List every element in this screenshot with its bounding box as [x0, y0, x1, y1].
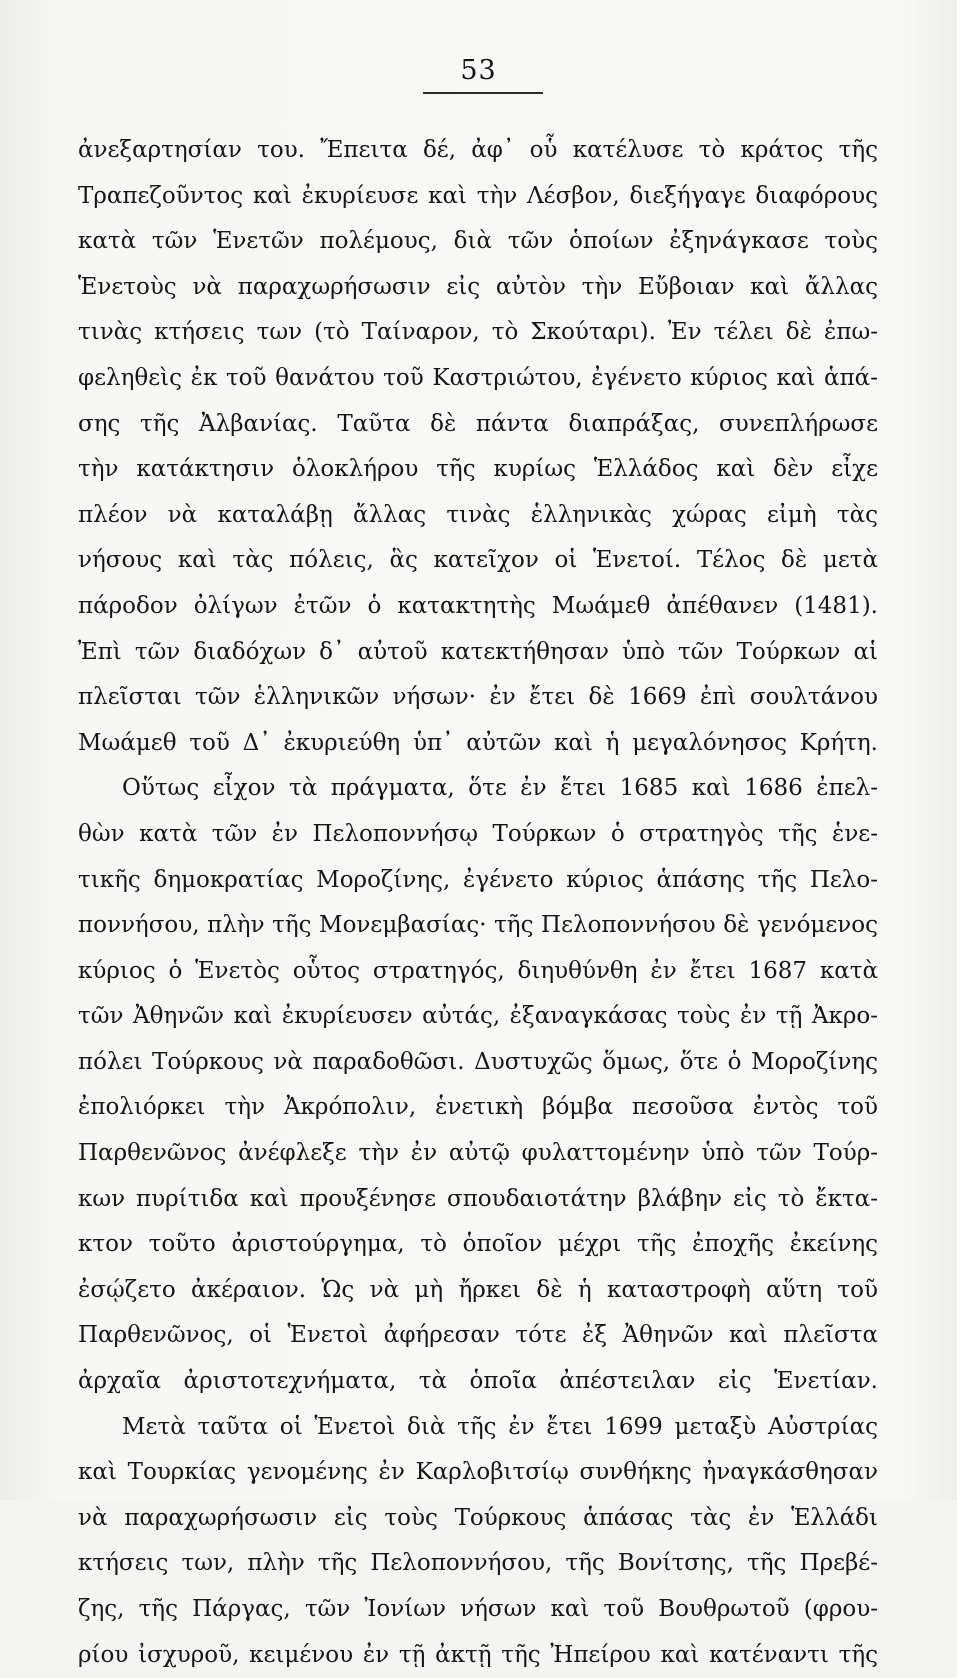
text-line: τινὰς κτήσεις των (τὸ Ταίναρον, τὸ Σκούταρι). Ἐν τέλει δὲ ἐπω-	[78, 319, 878, 346]
text-line: Τραπεζοῦντος καὶ ἐκυρίευσε καὶ τὴν Λέσβον, διεξήγαγε διαφόρους	[78, 182, 878, 209]
text-line: πλεῖσται τῶν ἑλληνικῶν νήσων· ἐν ἔτει δὲ 1669 ἐπὶ σουλτάνου	[78, 684, 878, 711]
text-line: Οὕτως εἶχον τὰ πράγματα, ὅτε ἐν ἔτει 1685 καὶ 1686 ἐπελ-	[122, 775, 878, 802]
text-line: κτον τοῦτο ἀριστούργημα, τὸ ὁποῖον μέχρι τῆς ἐποχῆς ἐκείνης	[78, 1231, 878, 1258]
text-line: κύριος ὁ Ἑνετὸς οὗτος στρατηγός, διηυθύνθη ἐν ἔτει 1687 κατὰ	[78, 957, 878, 984]
text-line: Μωάμεθ τοῦ Δ᾽ ἐκυριεύθη ὑπ᾽ αὐτῶν καὶ ἡ μεγαλόνησος Κρήτη.	[78, 729, 878, 756]
text-line: πόλει Τούρκους νὰ παραδοθῶσι. Δυστυχῶς ὅμως, ὅτε ὁ Μοροζίνης	[78, 1048, 878, 1075]
body-text	[78, 128, 878, 1678]
text-line: πλέον νὰ καταλάβῃ ἄλλας τινὰς ἑλληνικὰς χώρας εἰμὴ τὰς	[78, 501, 878, 528]
text-line: κων πυρίτιδα καὶ προυξένησε σπουδαιοτάτην βλάβην εἰς τὸ ἔκτα-	[78, 1185, 878, 1212]
text-line: θὼν κατὰ τῶν ἐν Πελοποννήσῳ Τούρκων ὁ στρατηγὸς τῆς ἑνε-	[78, 820, 878, 847]
page-number: 53	[460, 55, 497, 86]
text-line: Ἑνετοὺς νὰ παραχωρήσωσιν εἰς αὐτὸν τὴν Εὔβοιαν καὶ ἄλλας	[78, 273, 878, 300]
text-line: ζης, τῆς Πάργας, τῶν Ἰονίων νήσων καὶ τοῦ Βουθρωτοῦ (φρου-	[78, 1596, 878, 1622]
text-line: τικῆς δημοκρατίας Μοροζίνης, ἐγένετο κύριος ἁπάσης τῆς Πελο-	[78, 866, 878, 893]
text-line: τὴν κατάκτησιν ὁλοκλήρου τῆς κυρίως Ἑλλάδος καὶ δὲν εἶχε	[78, 456, 878, 483]
text-line: ἀρχαῖα ἀριστοτεχνήματα, τὰ ὁποῖα ἀπέστειλαν εἰς Ἑνετίαν.	[78, 1368, 878, 1395]
text-line: κατὰ τῶν Ἑνετῶν πολέμους, διὰ τῶν ὁποίων ἐξηνάγκασε τοὺς	[78, 228, 878, 255]
text-line: Μετὰ ταῦτα οἱ Ἑνετοὶ διὰ τῆς ἐν ἔτει 1699 μεταξὺ Αὐστρίας	[122, 1413, 878, 1440]
text-line: ἐπολιόρκει τὴν Ἀκρόπολιν, ἑνετικὴ βόμβα πεσοῦσα ἐντὸς τοῦ	[78, 1094, 878, 1121]
text-line: ἀνεξαρτησίαν του. Ἔπειτα δέ, ἀφ᾽ οὗ κατέλυσε τὸ κράτος τῆς	[78, 137, 878, 163]
text-line: Ἐπὶ τῶν διαδόχων δ᾽ αὐτοῦ κατεκτήθησαν ὑπὸ τῶν Τούρκων αἱ	[78, 638, 878, 665]
text-line: Παρθενῶνος ἀνέφλεξε τὴν ἐν αὐτῷ φυλαττομένην ὑπὸ τῶν Τούρ-	[78, 1140, 878, 1167]
text-line: Παρθενῶνος, οἱ Ἑνετοὶ ἀφήρεσαν τότε ἐξ Ἀθηνῶν καὶ πλεῖστα	[78, 1322, 878, 1349]
text-line: φεληθεὶς ἐκ τοῦ θανάτου τοῦ Καστριώτου, ἐγένετο κύριος καὶ ἁπά-	[78, 364, 878, 391]
text-line: νήσους καὶ τὰς πόλεις, ἃς κατεῖχον οἱ Ἑνετοί. Τέλος δὲ μετὰ	[78, 547, 878, 574]
text-line: τῶν Ἀθηνῶν καὶ ἐκυρίευσεν αὐτάς, ἐξαναγκάσας τοὺς ἐν τῇ Ἀκρο-	[78, 1003, 878, 1030]
text-line: ρίου ἰσχυροῦ, κειμένου ἐν τῇ ἀκτῇ τῆς Ἠπείρου καὶ κατέναντι τῆς	[78, 1641, 878, 1668]
text-line: σης τῆς Ἀλβανίας. Ταῦτα δὲ πάντα διαπράξας, συνεπλήρωσε	[78, 410, 878, 437]
text-line: πάροδον ὀλίγων ἐτῶν ὁ κατακτητὴς Μωάμεθ ἀπέθανεν (1481).	[78, 592, 878, 619]
header-rule	[423, 92, 543, 94]
text-line: κτήσεις των, πλὴν τῆς Πελοποννήσου, τῆς Βονίτσης, τῆς Πρεβέ-	[78, 1550, 878, 1577]
text-line: ἐσῴζετο ἀκέραιον. Ὡς νὰ μὴ ἤρκει δὲ ἡ καταστροφὴ αὕτη τοῦ	[78, 1276, 878, 1303]
text-line: νὰ παραχωρήσωσιν εἰς τοὺς Τούρκους ἁπάσας τὰς ἐν Ἑλλάδι	[78, 1504, 878, 1531]
text-line: ποννήσου, πλὴν τῆς Μονεμβασίας· τῆς Πελοποννήσου δὲ γενόμενος	[78, 912, 878, 939]
text-line: καὶ Τουρκίας γενομένης ἐν Καρλοβιτσίῳ συνθήκης ἠναγκάσθησαν	[78, 1459, 878, 1486]
